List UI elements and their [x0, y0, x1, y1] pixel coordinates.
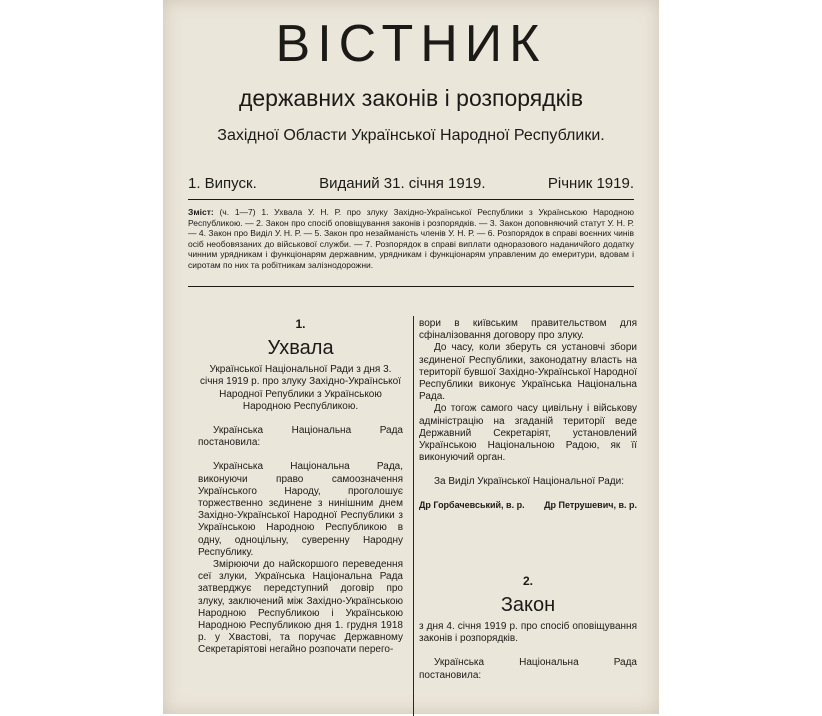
paragraph: вори в київським правительством для сфіналізовання договору про злуку.	[419, 318, 637, 342]
issue-line	[188, 175, 634, 192]
left-column	[198, 318, 403, 657]
section-intro: з дня 4. січня 1919 р. про спосіб оповіщування законів і розпорядків.	[419, 621, 637, 645]
signature-2: Др Петрушевич, в. р.	[544, 499, 637, 510]
contents-label: Зміст:	[188, 207, 214, 217]
section-heading: Ухвала	[267, 337, 334, 360]
top-rule	[188, 199, 634, 200]
section-heading: Закон	[500, 594, 556, 617]
signoff: За Виділ Української Національної Ради:	[434, 476, 624, 488]
paragraph: Українська Національна Рада постановила:	[198, 425, 403, 449]
section-intro: Української Національної Ради з дня 3. січня 1919 р. про злуку Західно-Української Народної Републики з Українською Народною Республикою.	[200, 364, 401, 412]
contents-rule	[188, 286, 634, 287]
paragraph: До тогож самого часу цивільну і військову адміністрацію на згаданій території веде Державний Секретаріят, установлений Українською Національною Радою, як її виконуючий орган.	[419, 403, 637, 464]
masthead-subtitle-2: Західної Области Української Народної Республики.	[217, 127, 605, 144]
signatures	[419, 499, 637, 511]
issue-date: Виданий 31. січня 1919.	[319, 175, 486, 192]
table-of-contents	[188, 207, 634, 271]
contents-text: (ч. 1—7) 1. Ухвала У. Н. Р. про злуку Західно-Української Республики з Українською Народною Республикою. — 2. Закон про спосіб оповіщування законів і розпорядків. — 3. Закон доповняючий статут У. Н. Р. — 4. Закон про Виділ У. Н. Р. — 5. Закон про незайманість членів У. Н. Р. — 6. Розпорядок в справі воєнних чинів осіб необовязаних до військової служби. — 7. Розпорядок в справі виплати одноразового наданичйого додатку чинним урядникам і функціонарям державним, урядникам і функціонарям управленим до емеритури, вдовам і сиротам по них та робітникам залізнодорожни.	[188, 207, 634, 270]
masthead-title: ВІСТНИК	[275, 15, 547, 73]
paragraph: Українська Національна Рада, виконуючи право самоозначення Українського Народу, проголошує торжественно зєдинене з нинішним днем Західно-Української Народної Республики з Українською Народною Республикою в одну, одноцільну, суверенну Народну Республику.	[198, 461, 403, 558]
masthead-subtitle: державних законів і розпорядків	[238, 85, 584, 111]
signature-1: Др Горбачевський, в. р.	[419, 499, 525, 510]
column-divider	[413, 316, 414, 716]
right-column	[419, 318, 637, 682]
paragraph: Українська Національна Рада постановила:	[419, 657, 637, 681]
section-number: 1.	[295, 317, 306, 331]
newspaper-page	[163, 0, 659, 714]
section-number: 2.	[522, 573, 533, 588]
paragraph: Змірюючи до найскоршого переведення сеї злуки, Українська Національна Рада затверджує передступний договір про злуку, заключений між Західно-Українською Народною Республикою і Українською Народною Республикою дня 1. грудня 1918 р. у Хвастові, та поручає Державному Секретаріятові негайно розпочати перего-	[198, 559, 403, 656]
paragraph: До часу, коли зберуть ся установчі збори зєдиненої Республики, законодатну власть на території бувшої Західно-Української Народної Республики виконує Українська Національна Рада.	[419, 342, 637, 403]
issue-number: 1. Випуск.	[188, 175, 257, 192]
issue-year: Річник 1919.	[547, 175, 634, 192]
